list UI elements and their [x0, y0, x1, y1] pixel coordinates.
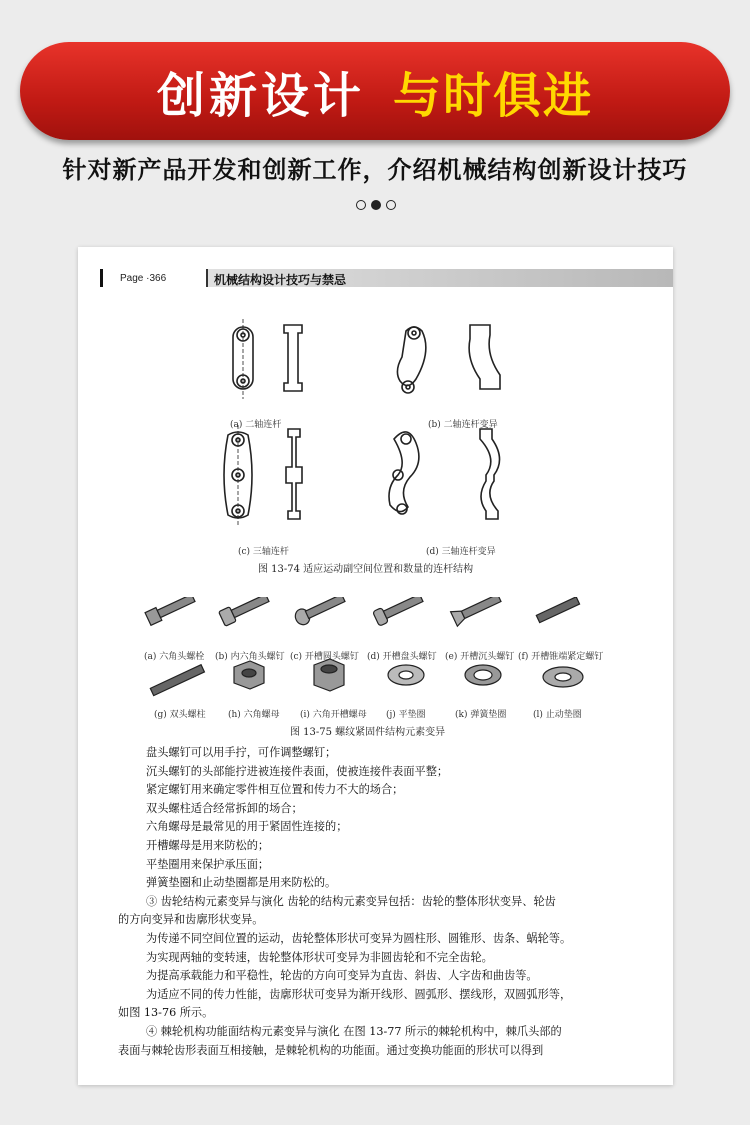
fig75-caption-j: (j) 平垫圈: [386, 710, 426, 720]
banner-white-text: 创新设计: [156, 67, 365, 124]
body-line: 如图 13-76 所示。: [118, 1006, 214, 1020]
fig75-caption-l: (l) 止动垫圈: [533, 710, 582, 720]
fig75-caption-f: (f) 开槽锥端紧定螺钉: [518, 652, 604, 662]
body-line: ④ 棘轮机构功能面结构元素变异与演化 在图 13-77 所示的棘轮机构中，棘爪头部的: [146, 1024, 562, 1038]
socket-head-screw-drawing: [219, 597, 271, 626]
fig75-caption-d: (d) 开槽盘头螺钉: [367, 652, 437, 662]
carousel-dot-1[interactable]: [356, 200, 366, 210]
fig75-caption-g: (g) 双头螺柱: [154, 710, 206, 720]
fig75-caption-c: (c) 开槽圆头螺钉: [290, 652, 359, 662]
body-line: 的方向变异和齿廓形状变异。: [118, 913, 264, 927]
fig75-caption-i: (i) 六角开槽螺母: [300, 710, 367, 720]
flat-washer-drawing: [388, 665, 424, 685]
page-number: Page ·366: [120, 273, 167, 284]
book-page: [78, 247, 673, 1085]
set-screw-drawing: [536, 597, 579, 623]
slotted-nut-drawing: [314, 659, 344, 691]
subtitle: 针对新产品开发和创新工作，介绍机械结构创新设计技巧: [62, 156, 688, 184]
fig74-title: 图 13-74 适应运动副空间位置和数量的连杆结构: [258, 564, 474, 575]
carousel-dots: [356, 200, 396, 210]
fastener-figure: [138, 597, 618, 697]
body-text: [118, 744, 638, 1060]
fig75-caption-k: (k) 弹簧垫圈: [455, 710, 507, 720]
three-axis-link-drawing: [224, 425, 302, 527]
body-line: 弹簧垫圈和止动垫圈都是用来防松的。: [146, 876, 337, 890]
carousel-dot-2[interactable]: [371, 200, 381, 210]
header-divider: [206, 269, 208, 287]
stud-bolt-drawing: [150, 665, 204, 696]
lock-washer-drawing: [543, 667, 583, 687]
body-line: 紧定螺钉用来确定零件相互位置和传力不大的场合；: [146, 783, 404, 797]
fig75-caption-h: (h) 六角螺母: [228, 710, 280, 720]
header-marker: [100, 269, 103, 287]
fig74-caption-b: (b) 二轴连杆变异: [428, 420, 498, 430]
body-line: 为实现两轴的变转速，齿轮整体形状可变异为非圆齿轮和不完全齿轮。: [146, 950, 493, 964]
spring-washer-drawing: [465, 665, 501, 685]
fig75-caption-e: (e) 开槽沉头螺钉: [445, 652, 515, 662]
body-line: 双头螺柱适合经常拆卸的场合；: [146, 801, 303, 815]
body-line: 为提高承载能力和平稳性，轮齿的方向可变异为直齿、斜齿、人字齿和曲齿等。: [146, 969, 538, 983]
pan-head-screw-drawing: [373, 597, 425, 626]
body-line: 沉头螺钉的头部能拧进被连接件表面，使被连接件表面平整；: [146, 764, 449, 778]
book-title: 机械结构设计技巧与禁忌: [214, 273, 347, 287]
body-line: 为传递不同空间位置的运动，齿轮整体形状可变异为圆柱形、圆锥形、齿条、蜗轮等。: [146, 931, 572, 945]
body-line: ③ 齿轮结构元素变异与演化 齿轮的结构元素变异包括：齿轮的整体形状变异、轮齿: [146, 894, 556, 908]
body-line: 表面与棘轮齿形表面互相接触，是棘轮机构的功能面。通过变换功能面的形状可以得到: [118, 1043, 544, 1057]
carousel-dot-3[interactable]: [386, 200, 396, 210]
body-line: 为适应不同的传力性能，齿廓形状可变异为渐开线形、圆弧形、摆线形，双圆弧形等，: [146, 987, 572, 1001]
hex-bolt-drawing: [145, 597, 196, 625]
two-axis-link-variant-drawing: [397, 325, 500, 393]
fig75-caption-a: (a) 六角头螺栓: [144, 652, 205, 662]
countersunk-screw-drawing: [451, 597, 503, 626]
body-line: 六角螺母是最常见的用于紧固性连接的；: [146, 820, 348, 834]
banner-yellow-text: 与时俱进: [393, 67, 594, 124]
body-line: 平垫圈用来保护承压面；: [146, 857, 270, 871]
fig74-caption-c: (c) 三轴连杆: [238, 547, 289, 557]
fig74-caption-d: (d) 三轴连杆变异: [426, 547, 496, 557]
three-axis-link-variant-drawing: [389, 429, 500, 519]
fig75-title: 图 13-75 螺纹紧固件结构元素变异: [290, 727, 446, 738]
body-line: 盘头螺钉可以用手拧，可作调整螺钉；: [146, 746, 337, 759]
fig75-caption-b: (b) 内六角头螺钉: [215, 652, 285, 662]
headline-banner: [20, 42, 730, 140]
two-axis-link-drawing: [233, 319, 302, 399]
round-head-screw-drawing: [293, 597, 347, 627]
hex-nut-drawing: [234, 661, 264, 689]
linkage-figure: [208, 315, 538, 555]
body-line: 开槽螺母是用来防松的；: [146, 838, 270, 852]
fig74-caption-a: (a) 二轴连杆: [230, 420, 282, 430]
